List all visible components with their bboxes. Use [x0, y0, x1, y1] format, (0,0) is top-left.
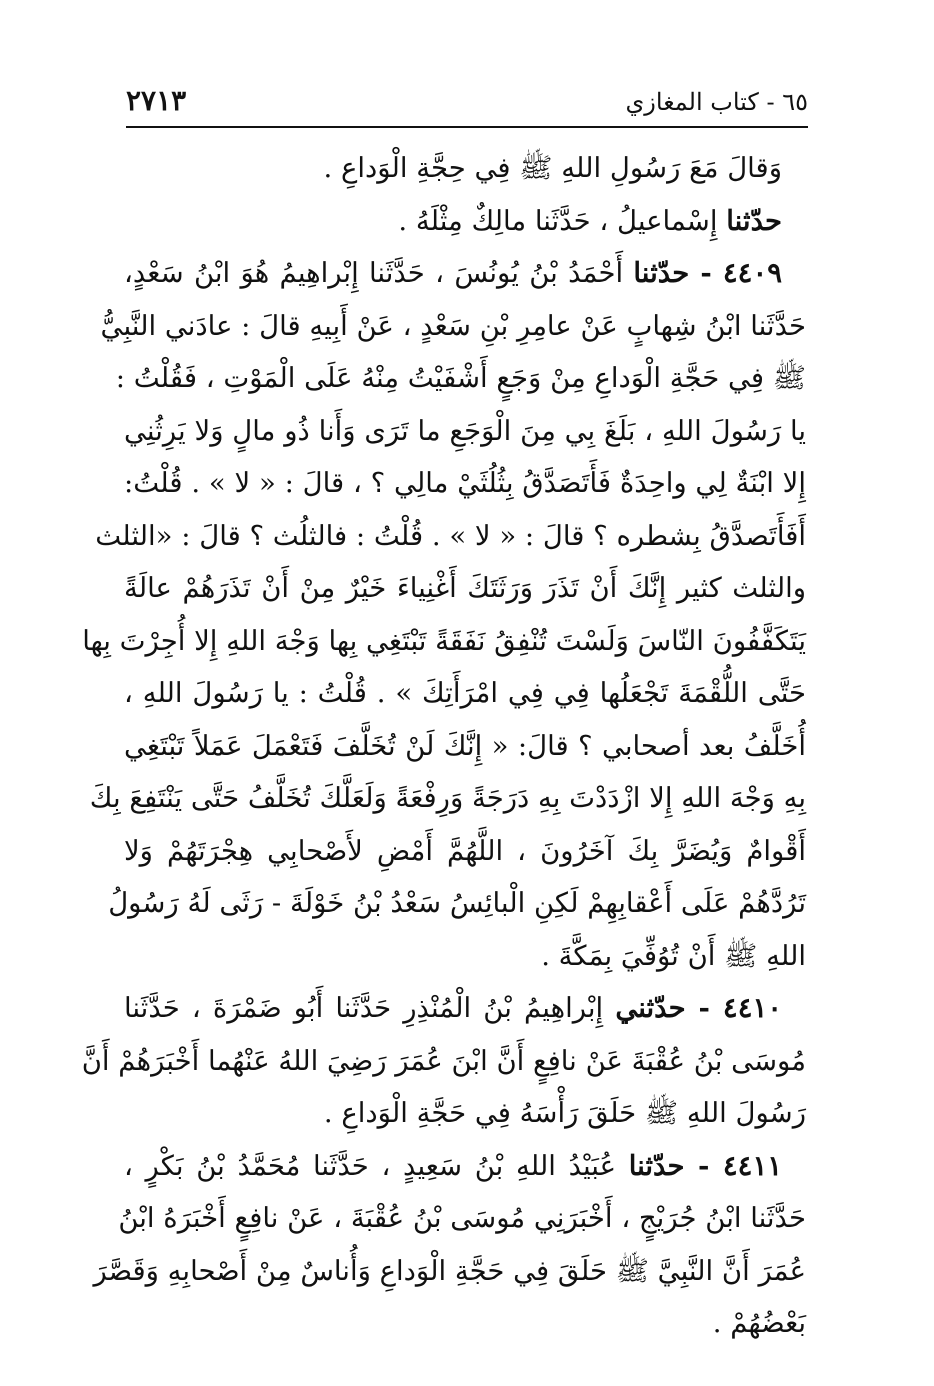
page-body [81, 142, 806, 1346]
text-line: بِهِ وَجْهَ اللهِ إِلا ازْدَدْتَ بِهِ دَرَجَةً وَرِفْعَةً وَلَعَلَّكَ تُخَلَّفُ حَتَّى يَنْتَفِعَ بِكَ [89, 782, 806, 814]
text-line: أَقْوامٌ وَيُضَرَّ بِكَ آخَرُونَ ، اللَّهُمَّ أَمْضِ لأَصْحابِي هِجْرَتَهُمْ وَلا [124, 834, 806, 867]
text-span: عُبَيْدُ اللهِ بْنُ سَعِيدٍ ، حَدَّثَنا مُحَمَّدُ بْنُ بَكْرٍ ، [124, 1149, 629, 1182]
hadith-number: ٤٤١٠ - حدّثني [615, 992, 783, 1024]
text-line: أُخَلَّفُ بعد أصحابي ؟ قالَ: « إِنَّكَ لَنْ تُخَلَّفَ فَتَعْمَلَ عَمَلاً تَبْتَغِي [124, 729, 806, 762]
text-line: إِلا ابْنَةٌ لِي واحِدَةٌ فَأَتَصَدَّقُ بِثُلُثَيْ مالِي ؟ ، قالَ : « لا » . قُلْتُ: [124, 467, 806, 499]
hadith-number: ٤٤٠٩ - حدّثنا [633, 257, 782, 289]
text-line: بَعْضُهُمْ . [712, 1307, 806, 1339]
text-line: حَتَّى اللُّقْمَةَ تَجْعَلُها فِي فِي امْرَأَتِكَ » . قُلْتُ : يا رَسُولَ اللهِ ، [124, 677, 806, 709]
page-number: ٢٧١٣ [126, 84, 187, 117]
text-span: أَحْمَدُ بْنُ يُونُسَ ، حَدَّثَنا إِبْراهِيمُ هُوَ ابْنُ سَعْدٍ، [124, 257, 634, 289]
text-line: والثلث كثير إِنَّكَ أَنْ تَذَرَ وَرَثَتَكَ أَغْنِياءَ خَيْرٌ مِنْ أَنْ تَذَرَهُمْ عالَةً [124, 572, 806, 604]
text-line: يَتَكَفَّفُونَ النّاسَ وَلَسْتَ تُنْفِقُ نَفَقَةً تَبْتَغِي بِها وَجْهَ اللهِ إِلا أُجِرْتَ بِها [82, 624, 806, 657]
text-line: حَدَّثَنا ابْنُ شِهابٍ عَنْ عامِرِ بْنِ سَعْدٍ ، عَنْ أَبِيهِ قالَ : عادَني النَّبِيُّ [100, 309, 806, 342]
hadith-4409-heading [124, 247, 806, 300]
hadith-number: ٤٤١١ - حدّثنا [628, 1149, 782, 1182]
hadith-4411-heading [124, 1140, 806, 1193]
text-line: عُمَرَ أَنَّ النَّبِيَّ ﷺ حَلَقَ فِي حَجَّةِ الْوَداعِ وَأُناسٌ مِنْ أَصْحابِهِ وَقَصَّرَ [93, 1254, 806, 1287]
chapter-title: ٦٥ - كتاب المغازي [625, 88, 808, 116]
text-line: أَفَأَتَصدَّقُ بِشطره ؟ قالَ : « لا » . قُلْتُ : فالثلُث ؟ قالَ : «الثلث [95, 519, 806, 552]
text-line: حَدَّثَنا ابْنُ جُرَيْجٍ ، أَخْبَرَنِي مُوسَى بْنُ عُقْبَةَ ، عَنْ نافِعٍ أَخْبَرَهُ ابْنُ [118, 1202, 806, 1234]
text-line: ﷺ فِي حَجَّةِ الْوَداعِ مِنْ وَجَعٍ أَشْفَيْتُ مِنْهُ عَلَى الْمَوْتِ ، فَقُلْتُ : [115, 362, 806, 394]
text-line: تَرُدَّهُمْ عَلَى أَعْقابِهِمْ لَكِنِ الْبائِسُ سَعْدُ بْنُ خَوْلَةَ - رَثَى لَهُ رَسُولُ [108, 887, 806, 919]
text-line: اللهِ ﷺ أَنْ تُوُفِّيَ بِمَكَّةَ . [541, 939, 806, 972]
text-line: مُوسَى بْنُ عُقْبَةَ عَنْ نافِعٍ أَنَّ ابْنَ عُمَرَ رَضِيَ اللهُ عَنْهُما أَخْبَرَهُمْ أَنَّ [81, 1044, 806, 1077]
narration-keyword: حدّثنا [726, 204, 782, 237]
text-span: إِبْراهِيمُ بْنُ الْمُنْذِرِ حَدَّثَنا أَبُو ضَمْرَةَ ، حَدَّثَنا [124, 992, 616, 1024]
text-line: رَسُولَ اللهِ ﷺ حَلَقَ رَأْسَهُ فِي حَجَّةِ الْوَداعِ . [323, 1097, 806, 1129]
text-line: وَقالَ مَعَ رَسُولِ اللهِ ﷺ فِي حِجَّةِ الْوَداعِ . [323, 152, 782, 184]
page-header [126, 82, 808, 128]
hadith-4410-heading [124, 982, 806, 1035]
text-line [124, 195, 806, 248]
text-line: يا رَسُولَ اللهِ ، بَلَغَ بِي مِنَ الْوَجَعِ ما تَرَى وَأَنا ذُو مالٍ وَلا يَرِثُنِي [124, 414, 806, 447]
text-span: إِسْماعيلُ ، حَدَّثَنا مالِكٌ مِثْلَهُ . [398, 204, 727, 237]
